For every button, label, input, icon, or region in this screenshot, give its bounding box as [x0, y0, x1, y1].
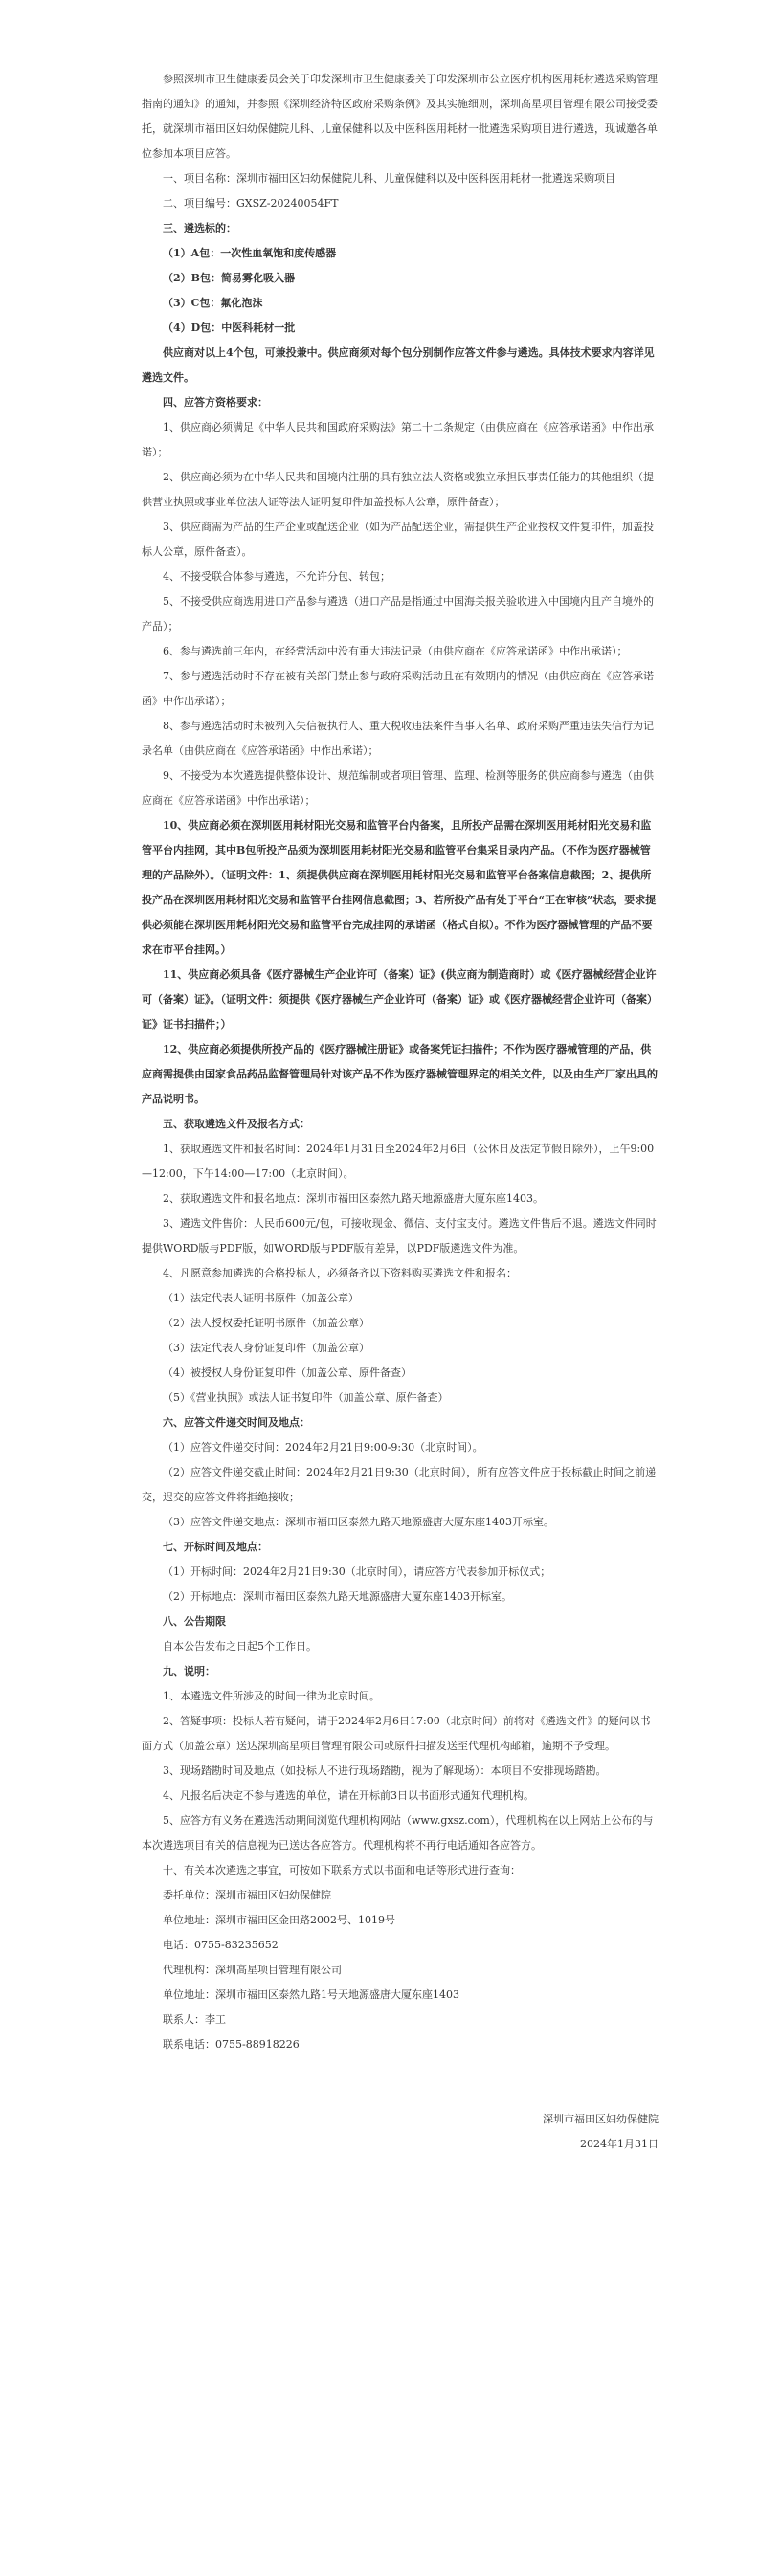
- section-heading-qualifications: 四、应答方资格要求：: [163, 396, 268, 409]
- lot-item: （4）D包：中医科耗材一批: [163, 322, 296, 334]
- note-item: 2、答疑事项：投标人若有疑问，请于2024年2月6日17:00（北京时间）前将对《遴选文件》的疑问以书面方式（加盖公章）送达深圳高星项目管理有限公司或原件扫描发送至代理机构邮箱，逾期不予受理。: [142, 1715, 651, 1752]
- requirement-item: 12、供应商必须提供所投产品的《医疗器械注册证》或备案凭证扫描件；不作为医疗器械管理的产品，供应商需提供由国家食品药品监督管理局针对该产品不作为医疗器械管理界定的相关文件，以及由生产厂家出具的产品说明书。: [142, 1043, 658, 1105]
- requirement-item: 2、供应商必须为在中华人民共和国境内注册的具有独立法人资格或独立承担民事责任能力的其他组织（提供营业执照或事业单位法人证等法人证明复印件加盖投标人公章，原件备查）；: [142, 471, 654, 508]
- lots-note: 供应商对以上4个包，可兼投兼中。供应商须对每个包分别制作应答文件参与遴选。具体技术要求内容详见遴选文件。: [142, 346, 655, 384]
- requirement-item: 9、不接受为本次遴选提供整体设计、规范编制或者项目管理、监理、检测等服务的供应商参与遴选（由供应商在《应答承诺函》中作出承诺）；: [142, 769, 654, 807]
- contact-line: 联系人：李工: [163, 2013, 226, 2026]
- signature-organization: 深圳市福田区妇幼保健院: [543, 2113, 659, 2125]
- submission-item: （3）应答文件递交地点：深圳市福田区泰然九路天地源盛唐大厦东座1403开标室。: [163, 1516, 554, 1528]
- opening-item: （2）开标地点：深圳市福田区泰然九路天地源盛唐大厦东座1403开标室。: [163, 1590, 512, 1603]
- obtain-item: 3、遴选文件售价：人民币600元/包，可接收现金、微信、支付宝支付。遴选文件售后不退。遴选文件同时提供WORD版与PDF版，如WORD版与PDF版有差异，以PDF版遴选文件为准。: [142, 1217, 657, 1255]
- required-document-item: （1）法定代表人证明书原件（加盖公章）: [163, 1292, 359, 1304]
- obtain-item: 1、获取遴选文件和报名时间：2024年1月31日至2024年2月6日（公休日及法定节假日除外），上午9:00—12:00，下午14:00—17:00（北京时间）。: [142, 1143, 655, 1180]
- contact-line: 代理机构：深圳高星项目管理有限公司: [163, 1964, 342, 1976]
- section-heading-opening: 七、开标时间及地点：: [163, 1541, 268, 1553]
- submission-item: （2）应答文件递交截止时间：2024年2月21日9:30（北京时间），所有应答文件应于投标截止时间之前递交，迟交的应答文件将拒绝接收；: [142, 1466, 657, 1503]
- signature-date: 2024年1月31日: [580, 2138, 659, 2150]
- requirement-item: 5、不接受供应商选用进口产品参与遴选（进口产品是指通过中国海关报关验收进入中国境内且产自境外的产品）；: [142, 595, 654, 633]
- announcement-document: [142, 67, 659, 2157]
- section-project-name: 一、项目名称：深圳市福田区妇幼保健院儿科、儿童保健科以及中医科医用耗材一批遴选采购项目: [163, 172, 615, 185]
- requirement-item: 11、供应商必须具备《医疗器械生产企业许可（备案）证》(供应商为制造商时）或《医疗器械经营企业许可（备案）证》。（证明文件：须提供《医疗器械生产企业许可（备案）证》或《医疗器械经营企业许可（备案）证》证书扫描件；）: [142, 968, 658, 1031]
- note-item: 1、本遴选文件所涉及的时间一律为北京时间。: [163, 1690, 380, 1702]
- lot-item: （1）A包：一次性血氧饱和度传感器: [163, 247, 337, 259]
- required-document-item: （2）法人授权委托证明书原件（加盖公章）: [163, 1317, 369, 1329]
- section-heading-contacts: 十、有关本次遴选之事宜，可按如下联系方式以书面和电话等形式进行查询：: [163, 1864, 521, 1876]
- lot-item: （3）C包：氟化泡沫: [163, 297, 263, 309]
- section-heading-notice-period: 八、公告期限: [163, 1615, 226, 1628]
- requirement-item: 3、供应商需为产品的生产企业或配送企业（如为产品配送企业，需提供生产企业授权文件复印件，加盖投标人公章，原件备查）。: [142, 521, 654, 558]
- contact-line: 单位地址：深圳市福田区金田路2002号、1019号: [163, 1914, 395, 1926]
- note-item: 4、凡报名后决定不参与遴选的单位，请在开标前3日以书面形式通知代理机构。: [163, 1789, 534, 1802]
- submission-item: （1）应答文件递交时间：2024年2月21日9:00-9:30（北京时间）。: [163, 1441, 483, 1454]
- intro-paragraph: 参照深圳市卫生健康委员会关于印发深圳市卫生健康委关于印发深圳市公立医疗机构医用耗材遴选采购管理指南的通知》的通知，并参照《深圳经济特区政府采购条例》及其实施细则，深圳高星项目管理有限公司接受委托，就深圳市福田区妇幼保健院儿科、儿童保健科以及中医科医用耗材一批遴选采购项目进行遴选，现诚邀各单位参加本项目应答。: [142, 73, 658, 160]
- contact-line: 联系电话：0755-88918226: [163, 2038, 300, 2051]
- obtain-item: 4、凡愿意参加遴选的合格投标人，必须备齐以下资料购买遴选文件和报名：: [163, 1267, 517, 1279]
- contact-line: 单位地址：深圳市福田区泰然九路1号天地源盛唐大厦东座1403: [163, 1988, 459, 2001]
- section-heading-obtain-documents: 五、获取遴选文件及报名方式：: [163, 1118, 310, 1130]
- section-heading-notes: 九、说明：: [163, 1665, 215, 1677]
- contact-line: 电话：0755-83235652: [163, 1939, 279, 1951]
- requirement-item: 1、供应商必须满足《中华人民共和国政府采购法》第二十二条规定（由供应商在《应答承诺函》中作出承诺）；: [142, 421, 654, 458]
- note-item: 5、应答方有义务在遴选活动期间浏览代理机构网站（www.gxsz.com），代理机构在以上网站上公布的与本次遴选项目有关的信息视为已送达各应答方。代理机构将不再行电话通知各应答方。: [142, 1814, 654, 1852]
- notice-period-text: 自本公告发布之日起5个工作日。: [163, 1640, 317, 1653]
- required-document-item: （4）被授权人身份证复印件（加盖公章、原件备查）: [163, 1366, 412, 1379]
- requirement-item: 4、不接受联合体参与遴选，不允许分包、转包；: [163, 570, 391, 583]
- requirement-item: 10、供应商必须在深圳医用耗材阳光交易和监管平台内备案，且所投产品需在深圳医用耗材阳光交易和监管平台内挂网，其中B包所投产品须为深圳医用耗材阳光交易和监管平台集采目录内产品。（不作为医疗器械管理的产品除外）。（证明文件：1、须提供供应商在深圳医用耗材阳光交易和监管平台备案信息截图；2、提供所投产品在深圳医用耗材阳光交易和监管平台挂网信息截图；3、若所投产品有处于平台“正在审核”状态，要求提供必须能在深圳医用耗材阳光交易和监管平台完成挂网的承诺函（格式自拟）。不作为医疗器械管理的产品不要求在市平台挂网。）: [142, 819, 657, 956]
- requirement-item: 7、参与遴选活动时不存在被有关部门禁止参与政府采购活动且在有效期内的情况（由供应商在《应答承诺函》中作出承诺）；: [142, 670, 654, 707]
- required-document-item: （3）法定代表人身份证复印件（加盖公章）: [163, 1342, 369, 1354]
- opening-item: （1）开标时间：2024年2月21日9:30（北京时间），请应答方代表参加开标仪式；: [163, 1566, 551, 1578]
- requirement-item: 6、参与遴选前三年内，在经营活动中没有重大违法记录（由供应商在《应答承诺函》中作出承诺）；: [163, 645, 628, 657]
- section-heading-submission: 六、应答文件递交时间及地点：: [163, 1416, 310, 1429]
- contact-line: 委托单位：深圳市福田区妇幼保健院: [163, 1889, 331, 1901]
- required-document-item: （5）《营业执照》或法人证书复印件（加盖公章、原件备查）: [163, 1391, 449, 1404]
- section-project-number: 二、项目编号：GXSZ-20240054FT: [163, 197, 339, 210]
- lot-item: （2）B包：简易雾化吸入器: [163, 272, 295, 284]
- requirement-item: 8、参与遴选活动时未被列入失信被执行人、重大税收违法案件当事人名单、政府采购严重违法失信行为记录名单（由供应商在《应答承诺函》中作出承诺）；: [142, 720, 654, 757]
- obtain-item: 2、获取遴选文件和报名地点：深圳市福田区泰然九路天地源盛唐大厦东座1403。: [163, 1192, 544, 1205]
- section-heading-targets: 三、遴选标的：: [163, 222, 236, 234]
- note-item: 3、现场踏勘时间及地点（如投标人不进行现场踏勘，视为了解现场）：本项目不安排现场踏勘。: [163, 1765, 607, 1777]
